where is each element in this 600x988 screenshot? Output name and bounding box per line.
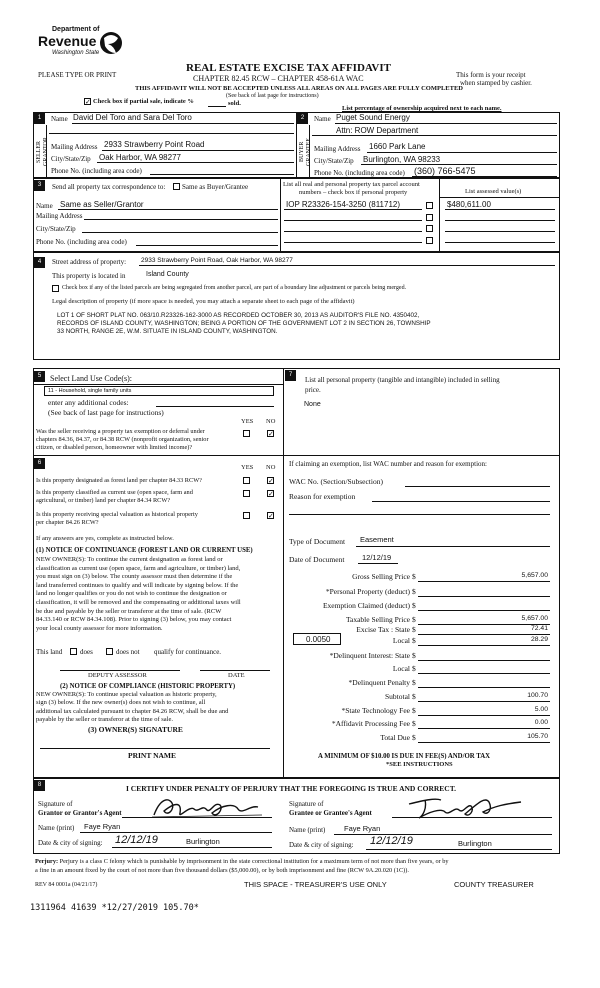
ownership-pct-label: List percentage of ownership acquired next to each name. [342,105,502,112]
seller-name-label: Name [51,115,68,123]
grantee-signature[interactable] [405,794,525,824]
section-3-number: 3 [34,180,45,191]
tax-row-value[interactable]: 28.29 [530,636,548,643]
tax-row-label: *Affidavit Processing Fee [331,719,410,728]
dept-line2: Revenue [38,33,97,49]
s6-q2-yes-checkbox[interactable] [243,490,250,497]
compliance-title: (2) NOTICE OF COMPLIANCE (HISTORIC PROPERTY) [60,683,236,690]
dollar-sign: $ [412,664,416,673]
compliance-line: additional tax calculated pursuant to chapter 84.26 RCW, shall be due and [36,707,229,715]
dollar-sign: $ [412,601,416,610]
seller-phone-label: Phone No. (including area code) [51,167,142,175]
grantor-sign-city[interactable]: Burlington [186,837,220,846]
seller-mailing-label: Mailing Address [51,143,98,151]
continuance-line: land transferred continues to qualify and will indicate by signing below. If the [36,581,239,589]
section-4-number: 4 [34,257,45,268]
s6-q3-a: Is this property receiving special valuation as historical property [36,511,198,518]
partial-sale-label: Check box if partial sale, indicate % [93,98,194,105]
continuance-line: land no longer qualifies or you do not wish to continue the designation or [36,590,227,598]
s6-q1-no-checkbox[interactable]: ✓ [268,477,274,485]
grantee-date-city-label: Date & city of signing: [289,841,354,849]
dollar-sign: $ [412,572,416,581]
s5-q1-b: chapters 84.36, 84.37, or 84.38 RCW (nonprofit organization, senior [36,436,209,443]
grantor-sign-date[interactable]: 12/12/19 [115,834,158,846]
s6-if-any: If any answers are yes, complete as instructed below. [36,535,174,542]
grantor-name-print-label: Name (print) [38,824,75,832]
tax-row-label: Exemption Claimed (deduct) [322,601,410,610]
s5-q1-no-checkbox[interactable]: ✓ [268,430,274,438]
s6-q3-yes-checkbox[interactable] [243,512,250,519]
dollar-sign: $ [412,719,416,728]
assessed-header: List assessed value(s) [465,188,522,195]
section-1-number: 1 [34,113,45,124]
legal-line-3: 33 NORTH, RANGE 2E, W.M. SITUATE IN ISLAND COUNTY, WASHINGTON. [57,328,278,335]
compliance-text [36,691,228,725]
compliance-line: sign (3) below. If the new owner(s) does not wish to continue, all [36,699,206,707]
tax-row-value[interactable]: 72.41 [530,625,548,632]
buyer-attn[interactable]: Attn: ROW Department [336,126,419,135]
sold-label: sold. [228,100,241,107]
tax-row-line [418,673,550,674]
located-label: This property is located in [52,272,126,280]
dollar-sign: $ [412,706,416,715]
personal-property-checkbox-3[interactable] [426,225,433,232]
tax-mailing-label: Mailing Address [36,212,83,220]
s5-q1-c: citizen, or disabled person, homeowner with limited income)? [36,444,193,451]
parcel-header-2: numbers – check box if personal property [299,189,408,196]
grantor-sig-label-1: Signature of [38,800,73,808]
s6-q2-b: agricultural, or timber) land per chapter 84.34 RCW? [36,497,171,504]
grantee-sig-label-2: Grantee or Grantee's Agent [289,809,372,817]
dollar-sign: $ [412,587,416,596]
tax-row-label: *State Technology Fee [341,706,410,715]
form-warning: THIS AFFIDAVIT WILL NOT BE ACCEPTED UNLESS ALL AREAS ON ALL PAGES ARE FULLY COMPLETED [135,85,463,92]
treasurer-space: THIS SPACE - TREASURER'S USE ONLY [244,880,387,889]
section-5-number: 5 [34,371,45,382]
tax-row-line [418,715,550,716]
dollar-sign: $ [412,678,416,687]
buyer-mailing-label: Mailing Address [314,145,361,153]
tax-row-value[interactable]: 0.00 [534,719,548,726]
personal-property-checkbox-4[interactable] [426,237,433,244]
receipt-note-1: This form is your receipt [456,71,526,79]
s6-q1-yes-checkbox[interactable] [243,477,250,484]
buyer-grantee-label: BUYER GRANTEE [299,138,312,166]
assessor-date-label: DATE [228,672,245,679]
rev-number: REV 84 0001a (04/21/17) [35,882,98,888]
grantee-sign-date[interactable]: 12/12/19 [370,835,413,847]
see-back: (See back of last page for instructions) [226,93,319,99]
continuance-line: be due and payable by the seller or transferor at the time of sale. (RCW [36,607,222,615]
continuance-title: (1) NOTICE OF CONTINUANCE (FOREST LAND OR CURRENT USE) [36,547,253,554]
tax-name[interactable]: Same as Seller/Grantor [60,200,144,209]
doc-type-label: Type of Document [289,537,346,546]
certify-label: I CERTIFY UNDER PENALTY OF PERJURY THAT THE FOREGOING IS TRUE AND CORRECT. [126,784,457,793]
dollar-sign: $ [412,625,416,634]
segregated-label: Check box if any of the listed parcels are being segregated from another parcel, are part of a boundary line adjustment or parcels being merged. [62,285,407,291]
tax-row-line [418,610,550,611]
s5-q1-yes-checkbox[interactable] [243,430,250,437]
tax-row-line [418,634,550,635]
tax-row-line [418,687,550,688]
county[interactable]: Island County [146,271,189,278]
section-2-number: 2 [297,113,308,124]
tax-row-label: Subtotal [384,692,410,701]
tax-row-line [418,581,550,582]
continuance-line: classification, it will be removed and the compensating or additional taxes will [36,598,241,606]
section-7-number: 7 [285,370,296,381]
perjury-line-2: a fine in an amount fixed by the court of not more than five thousand dollars ($5,000.00), or by both imprisonment and fine (RCW 9A.20.020 (1C)). [35,867,409,874]
s5-yes: YES [241,418,254,425]
land-use-label: Select Land Use Code(s): [50,374,132,383]
s5-see-back: (See back of last page for instructions) [48,408,164,417]
tax-row-line [418,645,550,646]
doc-date-label: Date of Document [289,555,345,564]
perjury-text-1: Perjury is a class C felony which is punishable by imprisonment in the state correctional institution for a maximum term of not more than five years, or by [58,858,449,865]
s6-q2-a: Is this property classified as current use (open space, farm and [36,489,193,496]
cashier-stamp: 1311964 41639 *12/27/2019 105.70* [30,903,199,913]
buyer-phone-label: Phone No. (including area code) [314,169,405,177]
exemption-label: If claiming an exemption, list WAC number and reason for exemption: [289,460,487,468]
minimum-due-2: *SEE INSTRUCTIONS [386,761,453,768]
doc-date[interactable]: 12/12/19 [362,553,392,562]
tax-row-line [418,660,550,661]
legal-label: Legal description of property (if more space is needed, you may attach a separate sheet to each page of the affidavit) [52,298,355,305]
same-as-buyer-checkbox[interactable] [173,183,180,190]
additional-codes-label: enter any additional codes: [48,398,129,407]
s6-yes: YES [241,464,254,471]
s6-q2-no-checkbox[interactable]: ✓ [268,490,274,498]
buyer-name[interactable]: Puget Sound Energy [336,113,410,122]
tax-row-line [418,701,550,702]
tax-row-label: Gross Selling Price [352,572,410,581]
tax-row-label: Total Due [380,733,410,742]
qualify-label: qualify for continuance. [154,648,222,656]
seller-city-label: City/State/Zip [51,155,91,163]
grantee-name-print-label: Name (print) [289,826,326,834]
continuance-line: your local county assessor for more information. [36,624,163,632]
s6-no: NO [266,464,276,471]
dollar-sign: $ [412,615,416,624]
tax-row-line [418,596,550,597]
tax-row-label: Local [392,664,410,673]
dept-line1: Department of [52,26,100,33]
s5-q1-a: Was the seller receiving a property tax exemption or deferral under [36,428,205,435]
form-chapters: CHAPTER 82.45 RCW – CHAPTER 458-61A WAC [193,74,364,83]
dollar-sign: $ [412,651,416,660]
buyer-mailing[interactable]: 1660 Park Lane [369,142,426,151]
print-name-label: PRINT NAME [128,751,176,760]
continuance-line: NEW OWNER(S): To continue the current designation as forest land or [36,556,223,563]
tax-row-label: Local [392,636,410,645]
personal-property-value[interactable]: None [304,401,321,408]
send-correspondence-label: Send all property tax correspondence to: [52,183,166,191]
tax-name-label: Name [36,202,53,210]
this-land-label: This land [36,648,63,656]
continuance-text [36,556,241,633]
wac-label: WAC No. (Section/Subsection) [289,477,383,486]
land-use-value: 11 - Household, single family units [48,388,132,394]
grantor-date-city-label: Date & city of signing: [38,839,103,847]
buyer-city[interactable]: Burlington, WA 98233 [363,155,441,164]
grantee-sign-city[interactable]: Burlington [458,839,492,848]
street-address[interactable]: 2933 Strawberry Point Road, Oak Harbor, WA 98277 [141,257,293,264]
doc-type[interactable]: Easement [360,535,394,544]
tax-row-label: *Delinquent Penalty [348,678,410,687]
legal-line-1: LOT 1 OF SHORT PLAT NO. 063/10.R23326-162-3000 AS RECORDED OCTOBER 30, 2013 AS AUDITOR'S FILE NO. 4350402, [57,312,420,319]
tax-city-label: City/State/Zip [36,225,76,233]
s6-q3-no-checkbox[interactable]: ✓ [268,512,274,520]
grantor-sig-label-2: Grantor or Grantor's Agent [38,809,122,817]
grantee-name-print[interactable]: Faye Ryan [344,824,381,833]
please-type: PLEASE TYPE OR PRINT [38,71,117,79]
section-4-box [33,252,560,360]
grantor-name-print[interactable]: Faye Ryan [84,822,121,831]
receipt-note-2: when stamped by cashier. [460,79,532,87]
segregated-checkbox[interactable] [52,285,59,292]
tax-row-value[interactable]: 100.70 [527,692,548,699]
continuance-line: you must sign on (3) below. The county assessor must then determine if the [36,573,233,581]
seller-city[interactable]: Oak Harbor, WA 98277 [99,153,181,162]
revenue-logo [38,24,128,64]
land-use-select[interactable] [44,386,274,396]
s6-q1: Is this property designated as forest land per chapter 84.33 RCW? [36,477,202,484]
parcel-header-1: List all real and personal property tax parcel account [283,181,420,188]
local-rate-box[interactable] [293,633,341,645]
does-label: does [80,648,93,656]
personal-property-label-1: List all personal property (tangible and intangible) included in selling [305,376,500,384]
tax-row-label: Taxable Selling Price [345,615,410,624]
minimum-due-1: A MINIMUM OF $10.00 IS DUE IN FEE(S) AND/OR TAX [318,753,491,760]
s5-no: NO [266,418,276,425]
parcel-number[interactable]: IOP R23326-154-3250 (811712) [286,200,401,209]
personal-property-label-2: price. [305,386,321,394]
street-label: Street address of property: [52,258,127,266]
section-6-number: 6 [34,458,45,469]
does-checkbox[interactable] [70,648,77,655]
does-not-checkbox[interactable] [106,648,113,655]
section-8-number: 8 [34,780,45,791]
does-not-label: does not [116,648,140,656]
personal-property-checkbox-1[interactable] [426,202,433,209]
tax-row-value[interactable]: 5,657.00 [521,572,548,579]
assessed-value[interactable]: $480,611.00 [447,200,491,209]
seller-mailing[interactable]: 2933 Strawberry Point Road [104,140,205,149]
personal-property-checkbox-2[interactable] [426,214,433,221]
seller-name[interactable]: David Del Toro and Sara Del Toro [73,113,192,122]
buyer-name-label: Name [314,115,331,123]
tax-phone-label: Phone No. (including area code) [36,238,127,246]
buyer-city-label: City/State/Zip [314,157,354,165]
perjury-line-1 [35,858,449,865]
tax-row-value[interactable]: 5,657.00 [521,615,548,622]
compliance-line: NEW OWNER(S): To continue special valuation as historic property, [36,691,217,698]
same-as-buyer-label: Same as Buyer/Grantee [182,183,249,191]
local-rate: 0.0050 [306,635,331,644]
deputy-assessor-label: DEPUTY ASSESSOR [88,672,147,679]
grantee-sig-label-1: Signature of [289,800,324,808]
buyer-phone[interactable]: (360) 766-5475 [414,166,476,176]
compliance-line: payable by the seller or transferor at the time of sale. [36,716,173,724]
s6-q3-b: per chapter 84.26 RCW? [36,519,99,526]
dept-line3: Washington State [52,50,100,56]
dollar-sign: $ [412,692,416,701]
tax-row-label: Excise Tax : State [356,625,410,634]
tax-row-label: *Delinquent Interest: State [329,651,410,660]
county-treasurer: COUNTY TREASURER [454,880,534,889]
perjury-bold: Perjury: [35,858,59,865]
grantor-signature[interactable] [150,795,265,825]
tax-row-value[interactable]: 5.00 [534,706,548,713]
reason-label: Reason for exemption [289,492,356,501]
continuance-line: classification as current use (open space, farm and agriculture, or timber) land, [36,564,241,572]
dollar-sign: $ [412,733,416,742]
dollar-sign: $ [412,636,416,645]
form-title: REAL ESTATE EXCISE TAX AFFIDAVIT [186,62,391,74]
tax-row-value[interactable]: 105.70 [527,733,548,740]
tax-row-line [418,742,550,743]
continuance-line: 84.33.140 or RCW 84.34.108). Prior to signing (3) below, you may contact [36,616,232,624]
legal-line-2: RECORDS OF ISLAND COUNTY, WASHINGTON; BEING A PORTION OF THE GOVERNMENT LOT 2 IN SECTION 26, TOWNSHIP [57,320,431,327]
tax-row-line [418,728,550,729]
seller-grantor-label: SELLER GRANTOR [36,137,49,167]
tax-row-label: *Personal Property (deduct) [325,587,410,596]
owner-signature-label: (3) OWNER(S) SIGNATURE [88,725,183,734]
partial-sale-checkbox[interactable]: ✓ [85,98,91,106]
